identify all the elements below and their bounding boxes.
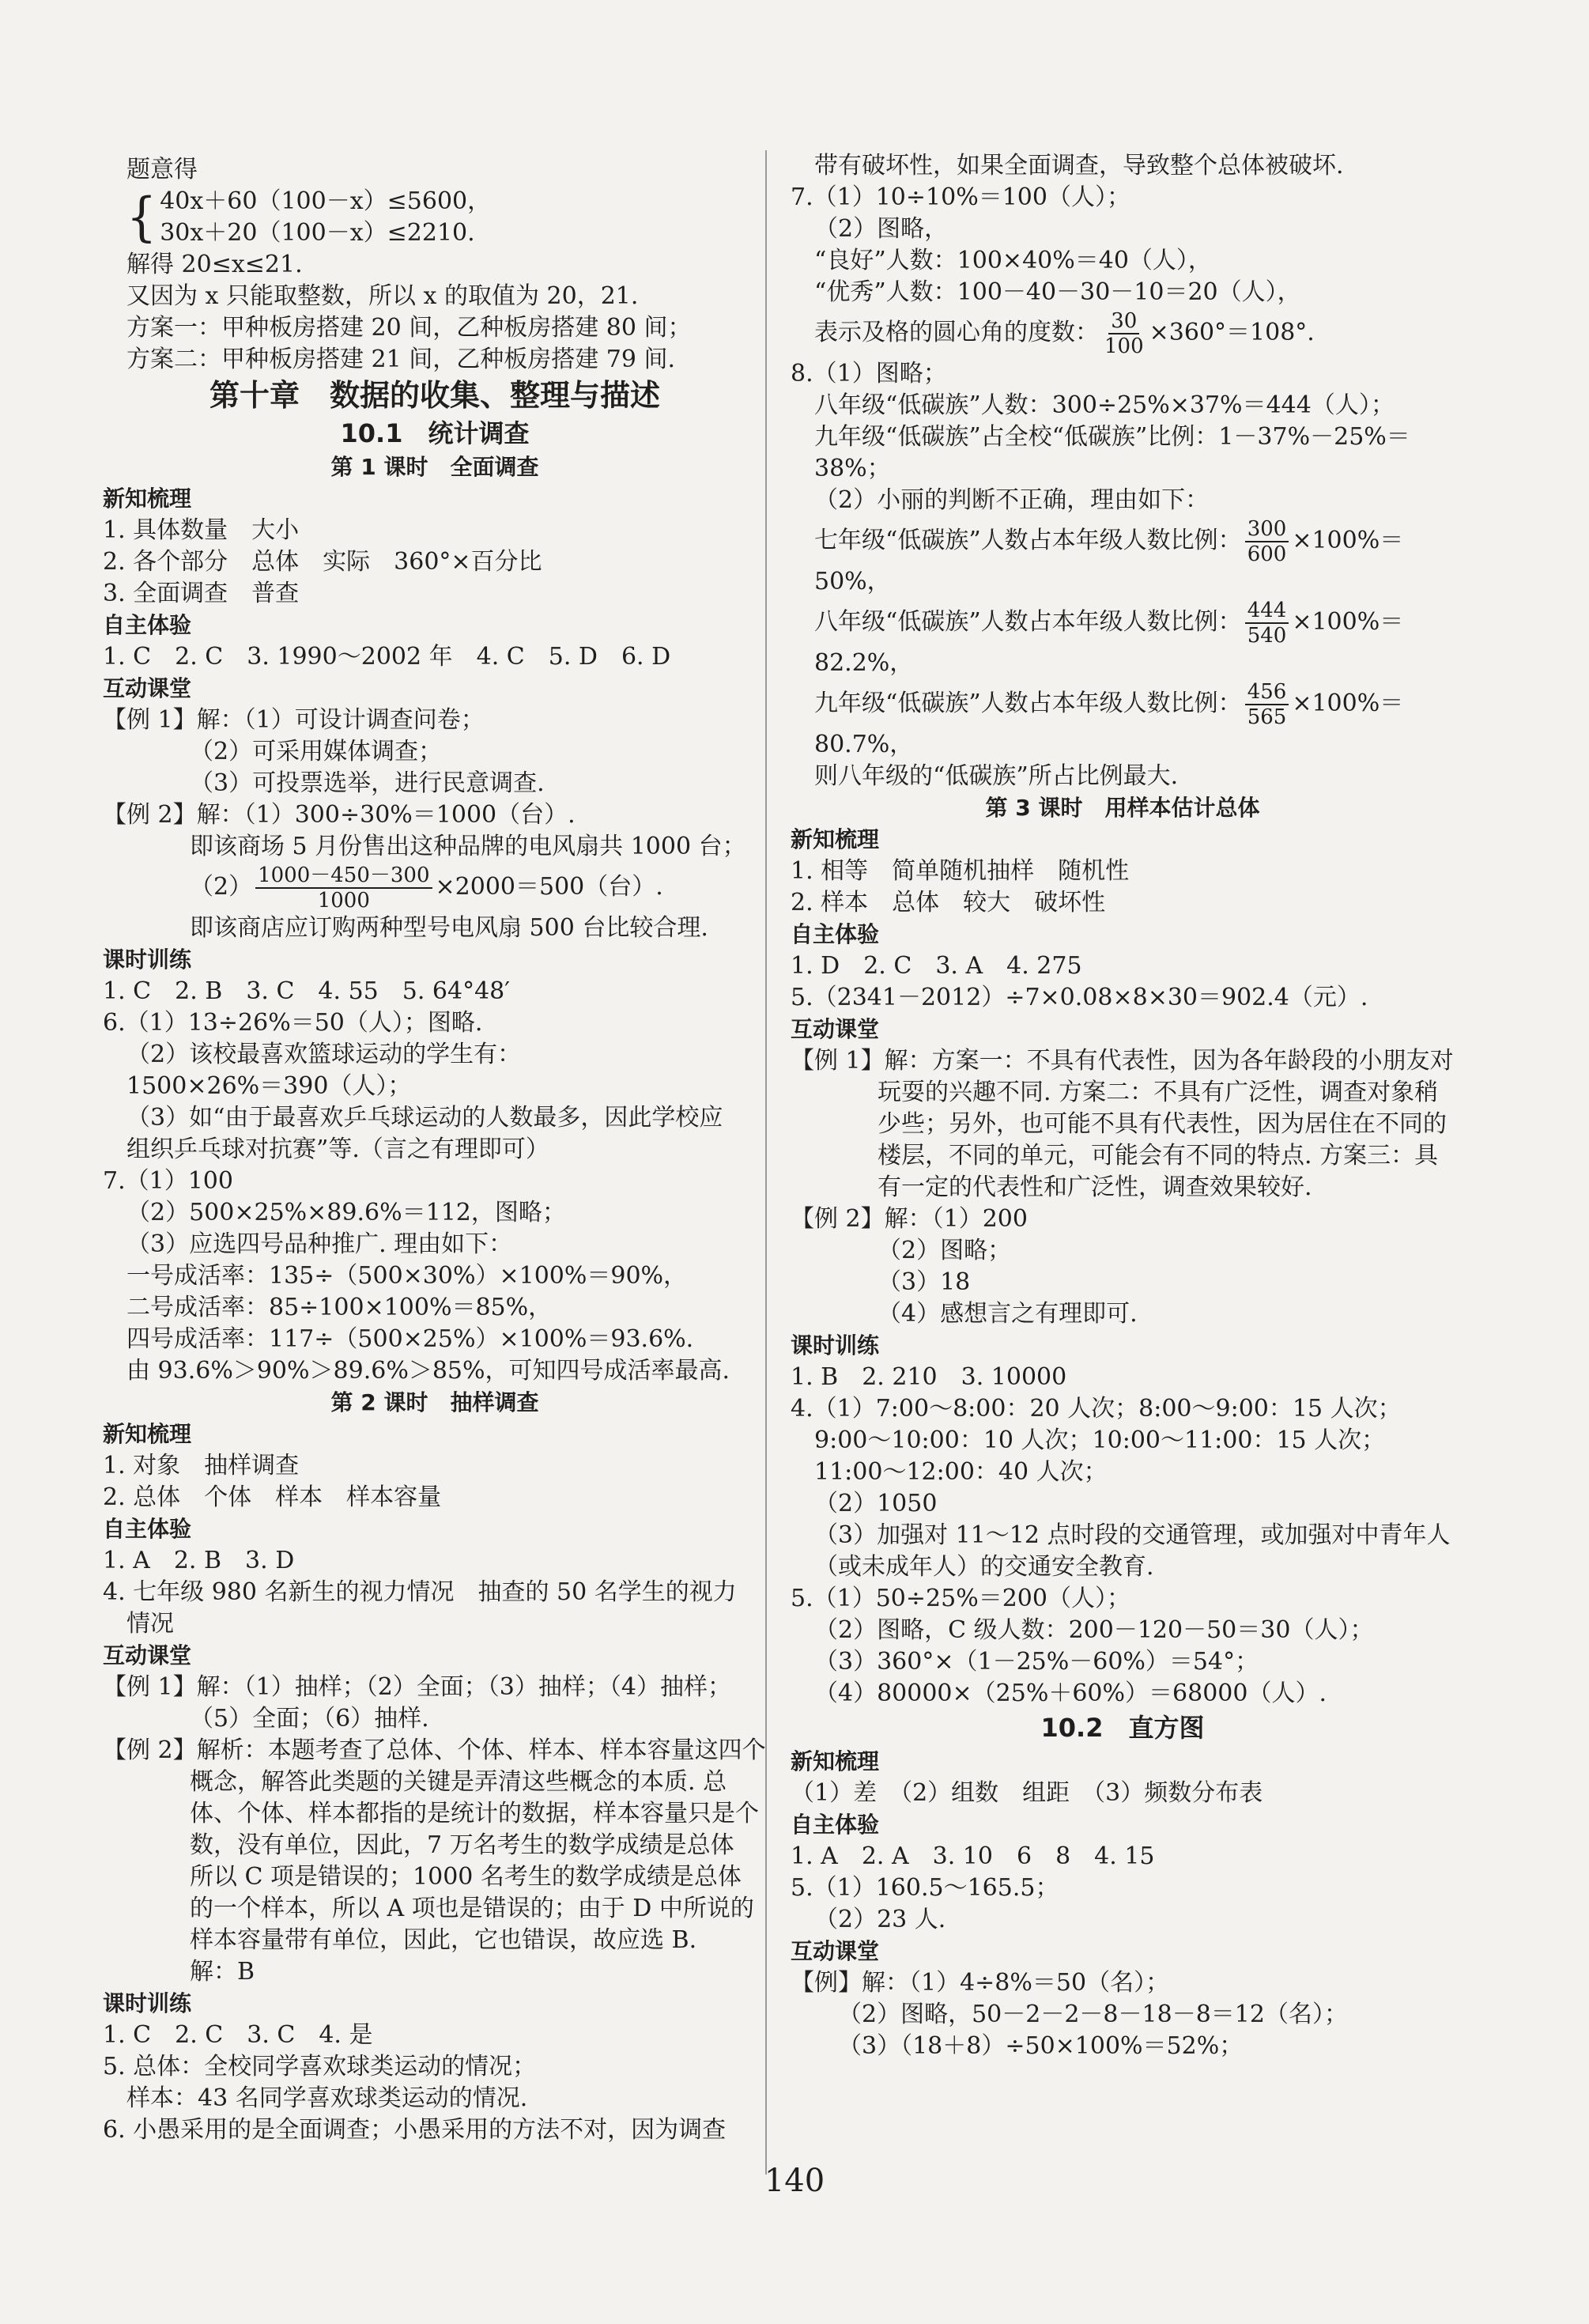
left-column xyxy=(103,154,767,2146)
text-line: 38%； xyxy=(814,455,891,482)
text-line: 6.（1）13÷26%＝50（人）；图略. xyxy=(103,1009,483,1037)
text-line: 1. C 2. C 3. C 4. 是 xyxy=(103,2021,373,2049)
text-line: 楼层，不同的单元，可能会有不同的特点. 方案三：具 xyxy=(878,1142,1439,1170)
text-line: 3. 全面调查 普查 xyxy=(103,580,300,607)
text-line: 1. 对象 抽样调查 xyxy=(103,1452,300,1479)
text-line: 组织乒乓球对抗赛”等.（言之有理即可） xyxy=(126,1136,549,1163)
right-column xyxy=(791,150,1455,2062)
text-line: 即该商场 5 月份售出这种品牌的电风扇共 1000 台； xyxy=(190,833,746,860)
fraction-line xyxy=(791,516,1455,566)
text-fragment: （2） xyxy=(190,873,253,901)
text-line: 九年级“低碳族”占全校“低碳族”比例：1－37%－25%＝ xyxy=(814,423,1410,451)
text-line: （2）可采用媒体调查； xyxy=(190,738,443,765)
inequality-line: 30x＋20（100－x）≤2210. xyxy=(160,219,475,247)
text-line: 9:00～10:00：10 人次；10:00～11:00：15 人次； xyxy=(814,1427,1386,1454)
text-line: 1. 具体数量 大小 xyxy=(103,516,300,544)
text-line: 有一定的代表性和广泛性，调查效果较好. xyxy=(878,1173,1312,1201)
section-label: 互动课堂 xyxy=(791,1938,880,1964)
text-fragment: 表示及格的圆心角的度数： xyxy=(814,319,1099,346)
fraction-denominator: 1000 xyxy=(317,889,370,913)
text-line: 题意得 xyxy=(126,156,198,183)
fraction xyxy=(1102,309,1146,358)
text-line: 【例】解：（1）4÷8%＝50（名）； xyxy=(791,1969,1170,1997)
text-line: 方案二：甲种板房搭建 21 间，乙种板房搭建 79 间. xyxy=(126,346,676,373)
text-line: 【例 2】解：（1）300÷30%＝1000（台）. xyxy=(103,801,576,829)
text-line: （2）图略， xyxy=(814,215,949,243)
text-line: 1. A 2. B 3. D xyxy=(103,1547,295,1574)
lesson-title: 第 1 课时 全面调查 xyxy=(330,454,539,480)
text-line: 玩耍的兴趣不同. 方案二：不具有广泛性，调查对象稍 xyxy=(878,1079,1439,1106)
fraction xyxy=(1245,599,1289,648)
text-line: （2）图略，50－2－2－8－18－8＝12（名）； xyxy=(838,2001,1348,2028)
page-number: 140 xyxy=(764,2163,825,2199)
section-label: 新知梳理 xyxy=(791,826,880,852)
text-line: 8.（1）图略； xyxy=(791,360,947,387)
lesson-title: 第 2 课时 抽样调查 xyxy=(330,1389,539,1415)
text-line: 2. 各个部分 总体 实际 360°×百分比 xyxy=(103,548,542,576)
text-line: 1. B 2. 210 3. 10000 xyxy=(791,1363,1067,1391)
text-fragment: ×100%＝ xyxy=(1292,690,1404,717)
text-line: 1500×26%＝390（人）； xyxy=(126,1072,412,1100)
section-label: 互动课堂 xyxy=(103,1642,192,1668)
text-line: （3）可投票选举，进行民意调查. xyxy=(190,769,545,797)
text-line: （2）该校最喜欢篮球运动的学生有： xyxy=(126,1041,522,1068)
text-line: （3）如“由于最喜欢乒乓球运动的人数最多，因此学校应 xyxy=(126,1104,723,1132)
text-fragment: ×100%＝ xyxy=(1292,608,1404,636)
text-line: 解得 20≤x≤21. xyxy=(126,251,303,278)
text-line: （5）全面；（6）抽样. xyxy=(190,1705,429,1733)
text-line: “良好”人数：100×40%＝40（人）， xyxy=(814,247,1212,274)
text-line: （2）23 人. xyxy=(814,1906,946,1933)
text-line: 四号成活率：117÷（500×25%）×100%＝93.6%. xyxy=(126,1325,694,1353)
text-line: 11:00～12:00：40 人次； xyxy=(814,1458,1108,1486)
section-label: 课时训练 xyxy=(791,1332,880,1359)
text-line: 1. D 2. C 3. A 4. 275 xyxy=(791,952,1082,980)
text-line: 解：B xyxy=(190,1958,255,1986)
section-label: 课时训练 xyxy=(103,1990,192,2016)
fraction-line xyxy=(791,679,1455,729)
text-line: （4）感想言之有理即可. xyxy=(878,1300,1138,1328)
text-line: 数，没有单位，因此，7 万名考生的数学成绩是总体 xyxy=(190,1831,734,1859)
text-line: （3）加强对 11～12 点时段的交通管理，或加强对中青年人 xyxy=(814,1521,1451,1549)
text-line: （3）360°×（1－25%－60%）＝54°； xyxy=(814,1648,1259,1676)
chapter-title: 第十章 数据的收集、整理与描述 xyxy=(209,378,660,413)
text-line: 1. C 2. B 3. C 4. 55 5. 64°48′ xyxy=(103,977,511,1005)
text-line: （2）图略，C 级人数：200－120－50＝30（人）； xyxy=(814,1616,1374,1644)
text-line: 由 93.6%＞90%＞89.6%＞85%，可知四号成活率最高. xyxy=(126,1357,730,1385)
text-line: 方案一：甲种板房搭建 20 间，乙种板房搭建 80 间； xyxy=(126,314,692,342)
text-line: （2）图略； xyxy=(878,1237,1012,1264)
text-line: （2）500×25%×89.6%＝112，图略； xyxy=(126,1199,566,1226)
text-line: 7.（1）10÷10%＝100（人）； xyxy=(791,183,1130,211)
inequality-line: 40x＋60（100－x）≤5600， xyxy=(160,187,492,215)
fraction-numerator: 30 xyxy=(1108,309,1139,334)
fraction-denominator: 600 xyxy=(1247,542,1287,566)
fraction xyxy=(1245,680,1289,729)
fraction-numerator: 300 xyxy=(1245,517,1289,542)
text-line: 4. 七年级 980 名新生的视力情况 抽查的 50 名学生的视力 xyxy=(103,1578,737,1606)
text-fragment: ×2000＝500（台）. xyxy=(435,873,663,901)
text-line: 一号成活率：135÷（500×30%）×100%＝90%， xyxy=(126,1262,688,1290)
text-line: 1. C 2. C 3. 1990～2002 年 4. C 5. D 6. D xyxy=(103,643,671,671)
text-line: 【例 2】解：（1）200 xyxy=(791,1205,1028,1233)
fraction-line xyxy=(791,598,1455,648)
text-line: 6. 小愚采用的是全面调查；小愚采用的方法不对，因为调查 xyxy=(103,2116,727,2144)
text-line: （4）80000×（25%＋60%）＝68000（人）. xyxy=(814,1680,1327,1707)
text-line: 5.（2341－2012）÷7×0.08×8×30＝902.4（元）. xyxy=(791,984,1368,1011)
text-line: 少些；另外，也可能不具有代表性，因为居住在不同的 xyxy=(878,1110,1447,1138)
text-line: （3）18 xyxy=(878,1268,971,1296)
section-title: 10.1 统计调查 xyxy=(340,418,530,448)
text-line: 2. 样本 总体 较大 破坏性 xyxy=(791,889,1106,916)
text-line: （或未成年人）的交通安全教育. xyxy=(814,1553,1154,1581)
text-line: 80.7%， xyxy=(814,731,914,758)
text-line: （2）1050 xyxy=(814,1490,938,1517)
section-label: 新知梳理 xyxy=(791,1748,880,1774)
text-line: 八年级“低碳族”人数：300÷25%×37%＝444（人）； xyxy=(814,391,1395,419)
text-line: 样本容量带有单位，因此，它也错误，故应选 B. xyxy=(190,1926,697,1954)
text-line: （3）应选四号品种推广. 理由如下： xyxy=(126,1230,513,1258)
text-line: 1. A 2. A 3. 10 6 8 4. 15 xyxy=(791,1842,1155,1870)
text-line: 5.（1）50÷25%＝200（人）； xyxy=(791,1585,1130,1612)
text-fragment: ×100%＝ xyxy=(1292,527,1404,554)
text-line: （2）小丽的判断不正确，理由如下： xyxy=(814,486,1210,514)
section-title: 10.2 直方图 xyxy=(1040,1713,1205,1743)
text-line: 【例 2】解析：本题考查了总体、个体、样本、样本容量这四个 xyxy=(103,1736,766,1764)
text-line: 5. 总体：全校同学喜欢球类运动的情况； xyxy=(103,2053,537,2080)
text-line: 【例 1】解：（1）可设计调查问卷； xyxy=(103,706,485,734)
text-line: 概念，解答此类题的关键是弄清这些概念的本质. 总 xyxy=(190,1768,727,1796)
text-line: 5.（1）160.5～165.5； xyxy=(791,1874,1059,1902)
fraction-line xyxy=(103,863,767,913)
fraction-denominator: 540 xyxy=(1247,624,1287,648)
text-fragment: ×360°＝108°. xyxy=(1149,319,1315,346)
text-line: 即该商店应订购两种型号电风扇 500 台比较合理. xyxy=(190,914,708,942)
text-line: 样本：43 名同学喜欢球类运动的情况. xyxy=(126,2084,528,2112)
fraction xyxy=(1245,517,1289,566)
section-label: 自主体验 xyxy=(791,921,880,947)
text-line: 的一个样本，所以 A 项也是错误的；由于 D 中所说的 xyxy=(190,1895,754,1922)
text-fragment: 七年级“低碳族”人数占本年级人数比例： xyxy=(814,527,1242,554)
text-line: （3）（18＋8）÷50×100%＝52%； xyxy=(838,2032,1244,2060)
section-label: 互动课堂 xyxy=(103,675,192,701)
text-line: 情况 xyxy=(126,1610,174,1638)
section-label: 课时训练 xyxy=(103,947,192,973)
section-label: 新知梳理 xyxy=(103,486,192,512)
text-line: 则八年级的“低碳族”所占比例最大. xyxy=(814,762,1179,790)
text-line: 7.（1）100 xyxy=(103,1167,233,1195)
section-label: 自主体验 xyxy=(103,612,192,638)
text-line: “优秀”人数：100－40－30－10＝20（人）， xyxy=(814,278,1301,306)
brace-symbol: { xyxy=(126,187,157,248)
fraction-numerator: 1000－450－300 xyxy=(255,863,432,889)
section-label: 自主体验 xyxy=(791,1812,880,1838)
fraction-numerator: 444 xyxy=(1245,599,1289,624)
text-line: 50%， xyxy=(814,568,891,595)
text-line: 体、个体、样本都指的是统计的数据，样本容量只是个 xyxy=(190,1800,759,1827)
fraction-numerator: 456 xyxy=(1245,680,1289,705)
lesson-title: 第 3 课时 用样本估计总体 xyxy=(985,795,1260,821)
inequality-system xyxy=(103,186,767,249)
fraction-denominator: 565 xyxy=(1247,705,1287,729)
text-line: 82.2%， xyxy=(814,649,914,677)
section-label: 自主体验 xyxy=(103,1516,192,1542)
text-fragment: 八年级“低碳族”人数占本年级人数比例： xyxy=(814,608,1242,636)
text-line: 所以 C 项是错误的；1000 名考生的数学成绩是总体 xyxy=(190,1863,742,1891)
text-fragment: 九年级“低碳族”人数占本年级人数比例： xyxy=(814,690,1242,717)
text-line: 【例 1】解：方案一：不具有代表性，因为各年龄段的小朋友对 xyxy=(791,1047,1454,1075)
text-line: 【例 1】解：（1）抽样；（2）全面；（3）抽样；（4）抽样； xyxy=(103,1673,731,1701)
text-line: 带有破坏性，如果全面调查，导致整个总体被破坏. xyxy=(814,152,1344,179)
text-line: 二号成活率：85÷100×100%＝85%， xyxy=(126,1294,553,1321)
text-line: 4.（1）7:00～8:00：20 人次；8:00～9:00：15 人次； xyxy=(791,1395,1402,1423)
text-line: 又因为 x 只能取整数，所以 x 的取值为 20，21. xyxy=(126,282,639,310)
text-line: （1）差 （2）组数 组距 （3）频数分布表 xyxy=(791,1779,1263,1807)
section-label: 互动课堂 xyxy=(791,1016,880,1042)
section-label: 新知梳理 xyxy=(103,1421,192,1447)
text-line: 1. 相等 简单随机抽样 随机性 xyxy=(791,857,1130,885)
fraction-line xyxy=(791,308,1455,358)
fraction-denominator: 100 xyxy=(1104,334,1144,358)
text-line: 2. 总体 个体 样本 样本容量 xyxy=(103,1483,442,1511)
fraction xyxy=(255,863,432,913)
